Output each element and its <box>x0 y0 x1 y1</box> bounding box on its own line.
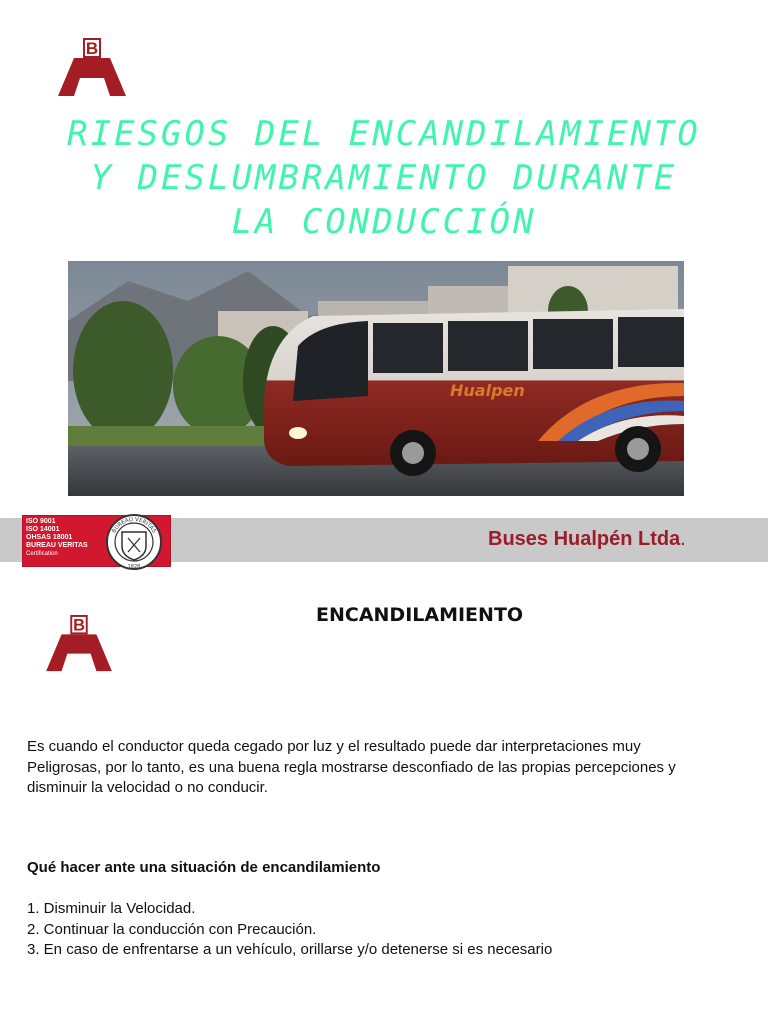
bus-photo <box>68 261 684 496</box>
company-name-text: Buses Hualpén Ltda <box>488 528 681 550</box>
paragraph-line: Es cuando el conductor queda cegado por luz y el resultado puede dar interpretaciones muy <box>27 738 641 755</box>
svg-text:B: B <box>85 39 99 58</box>
list-item: 1. Disminuir la Velocidad. <box>27 900 196 917</box>
seal-text: BUREAU VERITAS <box>111 516 157 535</box>
cert-line: ISO 14001 <box>26 526 60 533</box>
logo-graphic <box>41 615 117 673</box>
title-line-3: LA CONDUCCIÓN <box>231 202 537 242</box>
definition-paragraph <box>27 737 747 799</box>
steps-heading: Qué hacer ante una situación de encandilamiento <box>27 859 381 876</box>
paragraph-line: disminuir la velocidad o no conducir. <box>27 779 268 796</box>
document-title <box>30 112 738 244</box>
list-item: 3. En caso de enfrentarse a un vehículo, orillarse y/o detenerse si es necesario <box>27 941 553 958</box>
cert-line: OHSAS 18001 <box>26 534 73 541</box>
section-heading: ENCANDILAMIENTO <box>316 604 524 626</box>
cert-line: ISO 9001 <box>26 518 56 525</box>
list-item: 2. Continuar la conducción con Precaución. <box>27 920 317 938</box>
bus-lettering: Hualpen <box>450 381 525 400</box>
bureau-veritas-seal <box>104 512 164 572</box>
title-line-1: RIESGOS DEL ENCANDILAMIENTO <box>67 114 701 154</box>
company-logo-secondary <box>41 615 117 673</box>
company-name-suffix: . <box>680 528 686 550</box>
seal-year: 1828 <box>127 564 141 570</box>
steps-list <box>27 899 552 961</box>
company-logo <box>54 38 130 98</box>
company-name <box>488 528 686 551</box>
cert-line: BUREAU VERITAS <box>26 542 88 549</box>
cert-line: Certification <box>26 551 58 557</box>
paragraph-line: Peligrosas, por lo tanto, es una buena regla mostrarse desconfiado de las propias percepciones y <box>27 758 676 776</box>
title-line-2: Y DESLUMBRAMIENTO DURANTE <box>90 158 678 198</box>
svg-text:B: B <box>73 616 85 635</box>
logo-graphic <box>54 38 130 98</box>
certification-text <box>26 518 96 558</box>
